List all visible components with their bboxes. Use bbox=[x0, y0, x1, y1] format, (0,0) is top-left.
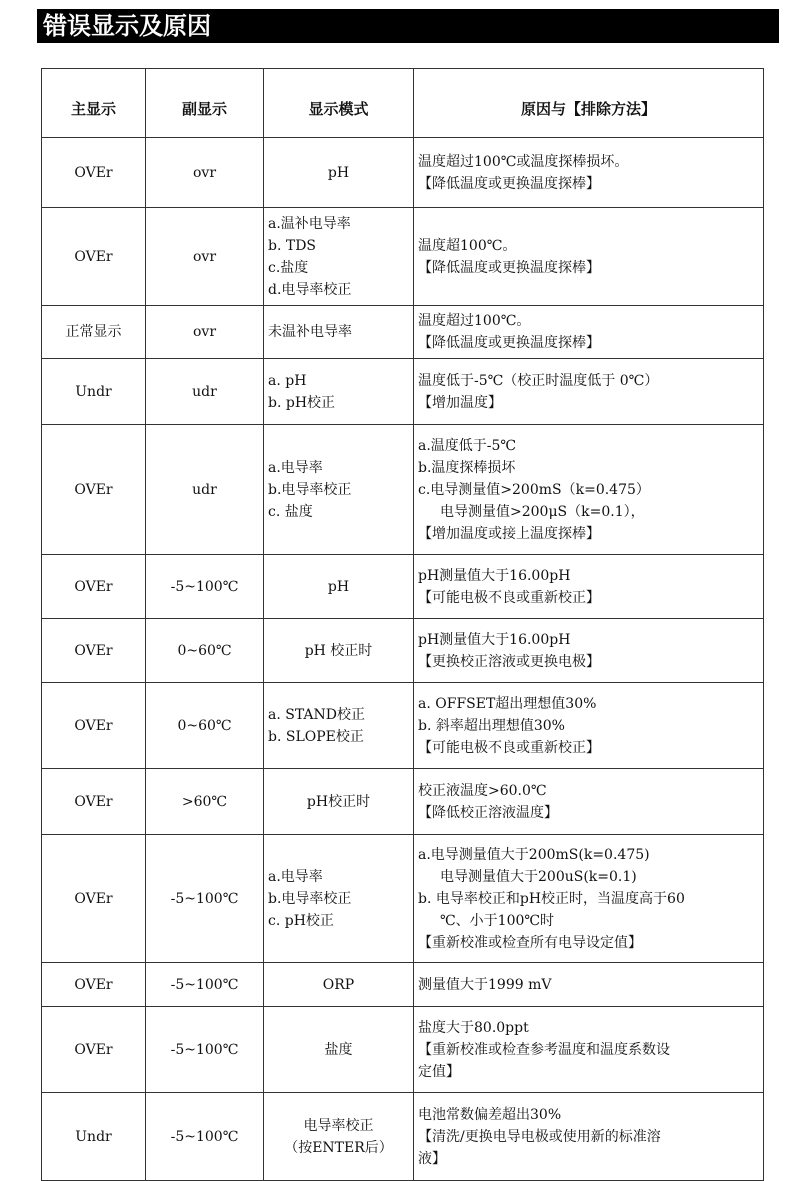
display-mode-cell bbox=[264, 1007, 414, 1093]
main-display-cell bbox=[42, 425, 146, 555]
main-display-cell bbox=[42, 683, 146, 769]
main-display-cell bbox=[42, 208, 146, 306]
header-display-mode: 显示模式 bbox=[264, 69, 414, 138]
reason-cell bbox=[414, 683, 764, 769]
sub-display-cell bbox=[146, 138, 264, 208]
main-display-cell-line: Undr bbox=[75, 383, 112, 400]
sub-display-cell-line: -5~100℃ bbox=[170, 890, 239, 907]
reason-cell bbox=[414, 619, 764, 683]
reason-cell-line: 【重新校准或检查参考温度和温度系数设 bbox=[418, 1041, 670, 1058]
reason-cell-line: 【增加温度或接上温度探棒】 bbox=[418, 525, 600, 542]
table-row bbox=[42, 769, 764, 835]
header-reason: 原因与【排除方法】 bbox=[414, 69, 764, 138]
reason-cell-line: 测量值大于1999 mV bbox=[418, 976, 552, 993]
reason-cell-line: 液】 bbox=[418, 1150, 446, 1167]
reason-cell-line: a.温度低于-5℃ bbox=[418, 437, 517, 454]
main-display-cell-line: OVEr bbox=[74, 890, 113, 907]
display-mode-cell-line: a. pH bbox=[268, 372, 307, 389]
sub-display-cell bbox=[146, 208, 264, 306]
sub-display-cell-line: udr bbox=[192, 383, 217, 400]
header-sub-display: 副显示 bbox=[146, 69, 264, 138]
table-row bbox=[42, 619, 764, 683]
reason-cell-line: 电导测量值>200μS（k=0.1）， bbox=[440, 503, 645, 520]
reason-cell-line: 【降低校正溶液温度】 bbox=[418, 804, 558, 821]
main-display-cell bbox=[42, 306, 146, 359]
main-display-cell-line: OVEr bbox=[74, 642, 113, 659]
sub-display-cell-line: 0~60℃ bbox=[177, 642, 232, 659]
main-display-cell-line: OVEr bbox=[74, 481, 113, 498]
table-row bbox=[42, 306, 764, 359]
sub-display-cell bbox=[146, 359, 264, 425]
reason-cell-line: 【重新校准或检查所有电导设定值】 bbox=[418, 934, 642, 951]
sub-display-cell-line: udr bbox=[192, 481, 217, 498]
reason-cell bbox=[414, 835, 764, 963]
main-display-cell bbox=[42, 619, 146, 683]
display-mode-cell-line: a.电导率 bbox=[268, 459, 323, 476]
main-display-cell bbox=[42, 835, 146, 963]
reason-cell bbox=[414, 208, 764, 306]
reason-cell-line: 温度超100℃。 bbox=[418, 237, 517, 254]
sub-display-cell-line: ovr bbox=[192, 248, 217, 265]
main-display-cell-line: Undr bbox=[75, 1128, 112, 1145]
display-mode-cell-line: b.电导率校正 bbox=[268, 481, 352, 498]
main-display-cell-line: OVEr bbox=[74, 793, 113, 810]
display-mode-cell-line: b. TDS bbox=[268, 237, 317, 254]
display-mode-cell-line: ORP bbox=[322, 976, 355, 993]
sub-display-cell bbox=[146, 963, 264, 1007]
reason-cell bbox=[414, 1093, 764, 1181]
display-mode-cell bbox=[264, 619, 414, 683]
sub-display-cell-line: -5~100℃ bbox=[170, 578, 239, 595]
reason-cell-line: 校正液温度>60.0℃ bbox=[418, 782, 547, 799]
display-mode-cell bbox=[264, 769, 414, 835]
display-mode-cell bbox=[264, 963, 414, 1007]
display-mode-cell-line: b. pH校正 bbox=[268, 394, 336, 411]
main-display-cell bbox=[42, 138, 146, 208]
display-mode-cell-line: a.温补电导率 bbox=[268, 215, 351, 232]
reason-cell bbox=[414, 769, 764, 835]
reason-cell bbox=[414, 138, 764, 208]
reason-cell bbox=[414, 963, 764, 1007]
main-display-cell bbox=[42, 555, 146, 619]
error-table bbox=[41, 68, 764, 1181]
display-mode-cell-line: pH bbox=[327, 164, 350, 181]
table-row bbox=[42, 1007, 764, 1093]
sub-display-cell bbox=[146, 683, 264, 769]
reason-cell-line: b. 电导率校正和pH校正时，当温度高于60 bbox=[418, 890, 685, 907]
display-mode-cell bbox=[264, 683, 414, 769]
main-display-cell-line: OVEr bbox=[74, 1041, 113, 1058]
sub-display-cell bbox=[146, 835, 264, 963]
reason-cell-line: 【降低温度或更换温度探棒】 bbox=[418, 259, 600, 276]
table-row bbox=[42, 555, 764, 619]
reason-cell-line: a.电导测量值大于200mS(k=0.475) bbox=[418, 846, 650, 863]
display-mode-cell-line: b.电导率校正 bbox=[268, 890, 352, 907]
reason-cell-line: 【降低温度或更换温度探棒】 bbox=[418, 175, 600, 192]
table-row bbox=[42, 425, 764, 555]
display-mode-cell bbox=[264, 555, 414, 619]
display-mode-cell bbox=[264, 138, 414, 208]
table-row bbox=[42, 1093, 764, 1181]
reason-cell-line: b. 斜率超出理想值30% bbox=[418, 717, 565, 734]
main-display-cell-line: OVEr bbox=[74, 248, 113, 265]
display-mode-cell-line: 盐度 bbox=[324, 1041, 353, 1058]
table-row bbox=[42, 835, 764, 963]
reason-cell-line: 电导测量值大于200uS(k=0.1) bbox=[440, 868, 637, 885]
display-mode-cell-line: 未温补电导率 bbox=[268, 324, 352, 340]
header-main-display: 主显示 bbox=[42, 69, 146, 138]
display-mode-cell-line: c.盐度 bbox=[268, 259, 309, 276]
sub-display-cell-line: 0~60℃ bbox=[177, 717, 232, 734]
table-row bbox=[42, 208, 764, 306]
reason-cell bbox=[414, 1007, 764, 1093]
reason-cell-line: 【可能电极不良或重新校正】 bbox=[418, 589, 600, 606]
reason-cell bbox=[414, 306, 764, 359]
main-display-cell-line: OVEr bbox=[74, 164, 113, 181]
reason-cell-line: 温度超过100℃。 bbox=[418, 313, 531, 329]
reason-cell-line: c.电导测量值>200mS（k=0.475） bbox=[418, 481, 650, 498]
display-mode-cell bbox=[264, 425, 414, 555]
display-mode-cell bbox=[264, 835, 414, 963]
display-mode-cell-line: 电导率校正 bbox=[303, 1117, 374, 1134]
sub-display-cell-line: -5~100℃ bbox=[170, 1041, 239, 1058]
main-display-cell-line: 正常显示 bbox=[65, 324, 122, 340]
main-display-cell bbox=[42, 769, 146, 835]
table-row bbox=[42, 683, 764, 769]
display-mode-cell-line: c. 盐度 bbox=[268, 503, 313, 520]
page-title: 错误显示及原因 bbox=[37, 9, 779, 43]
reason-cell bbox=[414, 555, 764, 619]
sub-display-cell-line: ovr bbox=[192, 324, 217, 340]
display-mode-cell bbox=[264, 1093, 414, 1181]
main-display-cell-line: OVEr bbox=[74, 717, 113, 734]
main-display-cell bbox=[42, 963, 146, 1007]
display-mode-cell-line: a.电导率 bbox=[268, 868, 323, 885]
table-row bbox=[42, 963, 764, 1007]
reason-cell-line: 盐度大于80.0ppt bbox=[418, 1019, 529, 1036]
reason-cell-line: 温度超过100℃或温度探棒损坏。 bbox=[418, 153, 629, 170]
sub-display-cell bbox=[146, 555, 264, 619]
reason-cell-line: b.温度探棒损坏 bbox=[418, 459, 516, 476]
reason-cell-line: ℃、小于100℃时 bbox=[440, 912, 555, 929]
table-row bbox=[42, 138, 764, 208]
display-mode-cell-line: pH校正时 bbox=[306, 793, 371, 810]
main-display-cell-line: OVEr bbox=[74, 976, 113, 993]
reason-cell-line: 【清洗/更换电导电极或使用新的标准溶 bbox=[418, 1128, 661, 1145]
display-mode-cell-line: d.电导率校正 bbox=[268, 281, 352, 298]
sub-display-cell bbox=[146, 425, 264, 555]
reason-cell-line: 温度低于-5℃（校正时温度低于 0℃） bbox=[418, 372, 659, 389]
reason-cell bbox=[414, 359, 764, 425]
sub-display-cell-line: -5~100℃ bbox=[170, 1128, 239, 1145]
sub-display-cell-line: -5~100℃ bbox=[170, 976, 239, 993]
main-display-cell bbox=[42, 359, 146, 425]
sub-display-cell bbox=[146, 619, 264, 683]
reason-cell bbox=[414, 425, 764, 555]
table-row bbox=[42, 359, 764, 425]
sub-display-cell-line: ovr bbox=[192, 164, 217, 181]
display-mode-cell-line: pH 校正时 bbox=[304, 642, 373, 659]
display-mode-cell-line: c. pH校正 bbox=[268, 912, 334, 929]
sub-display-cell bbox=[146, 769, 264, 835]
main-display-cell bbox=[42, 1093, 146, 1181]
reason-cell-line: 【可能电极不良或重新校正】 bbox=[418, 739, 600, 756]
reason-cell-line: pH测量值大于16.00pH bbox=[418, 631, 571, 648]
reason-cell-line: 【更换校正溶液或更换电极】 bbox=[418, 653, 600, 670]
reason-cell-line: a. OFFSET超出理想值30% bbox=[418, 695, 597, 712]
display-mode-cell bbox=[264, 306, 414, 359]
reason-cell-line: 【增加温度】 bbox=[418, 394, 502, 411]
display-mode-cell-line: a. STAND校正 bbox=[268, 706, 365, 723]
display-mode-cell-line: pH bbox=[327, 578, 350, 595]
reason-cell-line: 定值】 bbox=[418, 1063, 460, 1080]
main-display-cell bbox=[42, 1007, 146, 1093]
sub-display-cell bbox=[146, 1007, 264, 1093]
display-mode-cell-line: b. SLOPE校正 bbox=[268, 728, 364, 745]
display-mode-cell bbox=[264, 208, 414, 306]
reason-cell-line: 【降低温度或更换温度探棒】 bbox=[418, 335, 600, 351]
sub-display-cell-line: >60℃ bbox=[181, 793, 228, 810]
reason-cell-line: 电池常数偏差超出30% bbox=[418, 1106, 562, 1123]
table-header-row bbox=[42, 69, 764, 138]
display-mode-cell bbox=[264, 359, 414, 425]
sub-display-cell bbox=[146, 1093, 264, 1181]
sub-display-cell bbox=[146, 306, 264, 359]
display-mode-cell-line: （按ENTER后） bbox=[284, 1139, 393, 1156]
reason-cell-line: pH测量值大于16.00pH bbox=[418, 567, 571, 584]
main-display-cell-line: OVEr bbox=[74, 578, 113, 595]
